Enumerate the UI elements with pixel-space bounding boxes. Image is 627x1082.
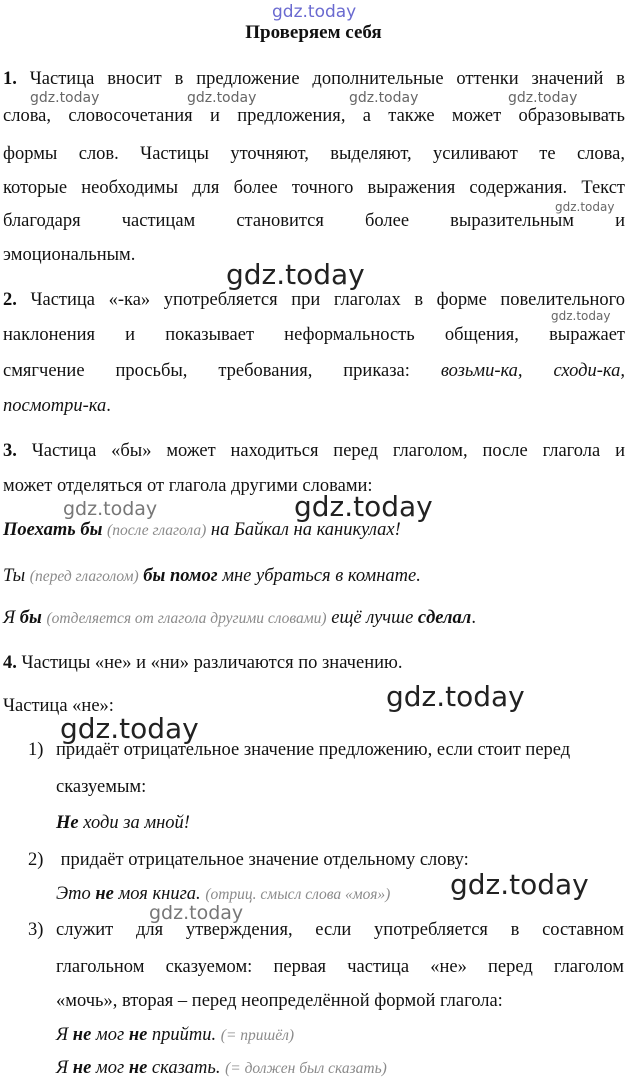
list-example: Это не моя книга. (отриц. смысл слова «моя»): [56, 884, 391, 904]
p2-line: смягчение просьбы, требования, приказа: возьми-ка, сходи-ка,: [3, 361, 626, 381]
p2-line: посмотри-ка.: [3, 396, 111, 416]
p4-line: 4. Частицы «не» и «ни» различаются по значению.: [3, 653, 403, 673]
p2-number: 2.: [3, 290, 17, 310]
list-item-cont: «мочь», вторая – перед неопределённой формой глагола:: [56, 991, 503, 1011]
watermark: gdz.today: [555, 200, 615, 214]
watermark: gdz.today: [450, 868, 589, 901]
p3-example: Я бы (отделяется от глагола другими словами) ещё лучше сделал.: [3, 608, 476, 628]
p3-line: может отделяться от глагола другими словами:: [3, 476, 373, 496]
watermark: gdz.today: [187, 90, 257, 106]
list-example: Я не мог не прийти. (= пришёл): [56, 1025, 295, 1045]
watermark: gdz.today: [226, 258, 365, 291]
p1-line: слова, словосочетания и предложения, а также может образовывать: [3, 106, 625, 126]
p1-number: 1.: [3, 69, 17, 89]
p2-line: наклонения и показывает неформальность общения, выражает: [3, 325, 625, 345]
p3-line: 3. Частица «бы» может находиться перед глаголом, после глагола и: [3, 441, 626, 461]
p4-number: 4.: [3, 653, 17, 673]
watermark: gdz.today: [149, 902, 244, 924]
p1-line: эмоциональным.: [3, 245, 136, 265]
watermark-top: gdz.today: [272, 2, 357, 22]
list-example: Я не мог не сказать. (= должен был сказать): [56, 1058, 387, 1078]
p1-line: которые необходимы для более точного выражения содержания. Текст: [3, 178, 625, 198]
list-item-cont: сказуемым:: [56, 777, 147, 797]
p1-line: 1. Частица вносит в предложение дополнительные оттенки значений в: [3, 69, 626, 89]
watermark: gdz.today: [508, 90, 578, 106]
watermark: gdz.today: [63, 498, 158, 520]
p1-line: формы слов. Частицы уточняют, выделяют, усиливают те слова,: [3, 144, 625, 164]
watermark: gdz.today: [60, 712, 199, 745]
p3-number: 3.: [3, 441, 17, 461]
list-item: 2) придаёт отрицательное значение отдельному слову:: [28, 850, 469, 870]
list-item: 1) придаёт отрицательное значение предложению, если стоит перед: [28, 740, 571, 760]
watermark: gdz.today: [551, 309, 611, 323]
list-item-cont: глагольном сказуемом: первая частица «не» перед глаголом: [56, 957, 624, 977]
p3-example: Ты (перед глаголом) бы помог мне убраться в комнате.: [3, 566, 421, 586]
list-example: Не ходи за мной!: [56, 813, 190, 833]
watermark: gdz.today: [294, 490, 433, 523]
watermark: gdz.today: [386, 680, 525, 713]
p4-subheading: Частица «не»:: [3, 696, 114, 716]
watermark: gdz.today: [30, 90, 100, 106]
p3-example: Поехать бы (после глагола) на Байкал на каникулах!: [3, 520, 401, 540]
watermark: gdz.today: [349, 90, 419, 106]
page-title: Проверяем себя: [245, 22, 382, 43]
p1-line: благодаря частицам становится более выразительным и: [3, 211, 625, 231]
list-item: 3) служит для утверждения, если употребляется в составном: [28, 920, 624, 940]
p2-line: 2. Частица «-ка» употребляется при глаголах в форме повелительного: [3, 290, 625, 310]
